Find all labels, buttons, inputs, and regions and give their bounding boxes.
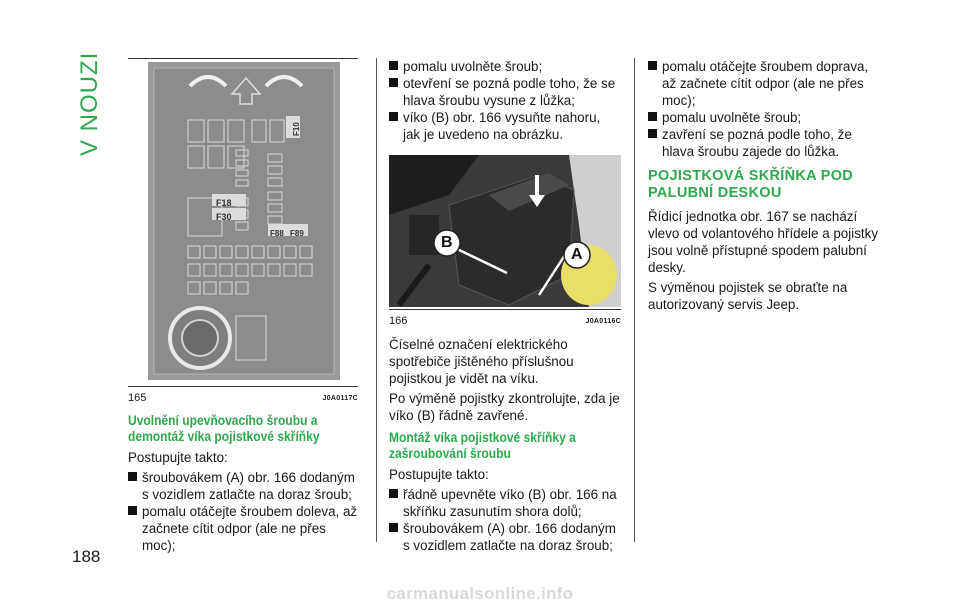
list-item: otevření se pozná podle toho, že se hlava šroubu vysune z lůžka; [389,75,621,109]
fuse-label: F18 [216,198,232,208]
intro-text: Postupujte takto: [128,450,228,465]
checkbox-icon [389,61,398,70]
checkbox-icon [648,129,657,138]
list-item: pomalu otáčejte šroubem doleva, až začnete cítit odpor (ale ne přes moc); [128,503,358,554]
list-item: pomalu uvolněte šroub; [389,58,621,75]
list-item: víko (B) obr. 166 vysuňte nahoru, jak je uvedeno na obrázku. [389,109,621,143]
watermark-footer: carmanualsonline.info [386,584,574,603]
list-item: zavření se pozná podle toho, že hlava šroubu zajede do lůžka. [648,126,878,160]
column-1 [128,58,358,554]
fuse-label: F89 [290,229,304,238]
intro-text: Postupujte takto: [389,467,489,482]
list-item: šroubovákem (A) obr. 166 dodaným s vozidlem zatlačte na doraz šroub; [389,520,621,554]
column-divider [634,58,635,542]
column-divider [376,58,377,542]
paragraph: Číselné označení elektrického spotřebiče jištěného příslušnou pojistkou je vidět na víku. [389,337,574,386]
checkbox-icon [389,78,398,87]
list-item: řádně upevněte víko (B) obr. 166 na skříňku zasunutím shora dolů; [389,486,621,520]
column-2 [389,58,621,554]
figure-caption: 165 J0A0117C [128,386,358,407]
checkbox-icon [128,506,137,515]
checkbox-icon [389,523,398,532]
fuse-box-figure [128,58,358,384]
figure-caption: 166 J0A0116C [389,309,621,330]
figure-label-a: A [571,246,583,263]
paragraph: Řídicí jednotka obr. 167 se nachází vlevo od volantového hřídele a pojistky jsou volně přístupné spodem palubní desky. [648,209,879,275]
column-3 [648,58,878,316]
engine-bay-image [389,155,621,307]
paragraph: S výměnou pojistek se obraťte na autorizovaný servis Jeep. [648,280,848,312]
checkbox-icon [128,472,137,481]
fuse-label: F88 [270,229,284,238]
fuse-label: F30 [216,212,232,222]
section-heading: Uvolnění upevňovacího šroubu a demontáž víka pojistkové skříňky [128,413,320,444]
fuse-label: F10 [292,122,301,136]
checkbox-icon [389,112,398,121]
list-item: pomalu uvolněte šroub; [648,109,878,126]
section-heading: POJISTKOVÁ SKŘÍŇKA POD PALUBNÍ DESKOU [648,168,854,201]
checkbox-icon [389,489,398,498]
list-item: šroubovákem (A) obr. 166 dodaným s vozidlem zatlačte na doraz šroub; [128,469,358,503]
list-item: pomalu otáčejte šroubem doprava, až začnete cítit odpor (ale ne přes moc); [648,58,878,109]
section-title: V NOUZI [76,51,103,156]
engine-bay-figure [389,155,621,307]
checkbox-icon [648,61,657,70]
section-heading: Montáž víka pojistkové skříňky a zašroubování šroubu [389,430,576,461]
page-number: 188 [72,547,101,566]
checkbox-icon [648,112,657,121]
paragraph: Po výměně pojistky zkontrolujte, zda je víko (B) řádně zavřené. [389,391,620,423]
figure-label-b: B [441,234,453,251]
fuse-box-image [128,58,358,384]
